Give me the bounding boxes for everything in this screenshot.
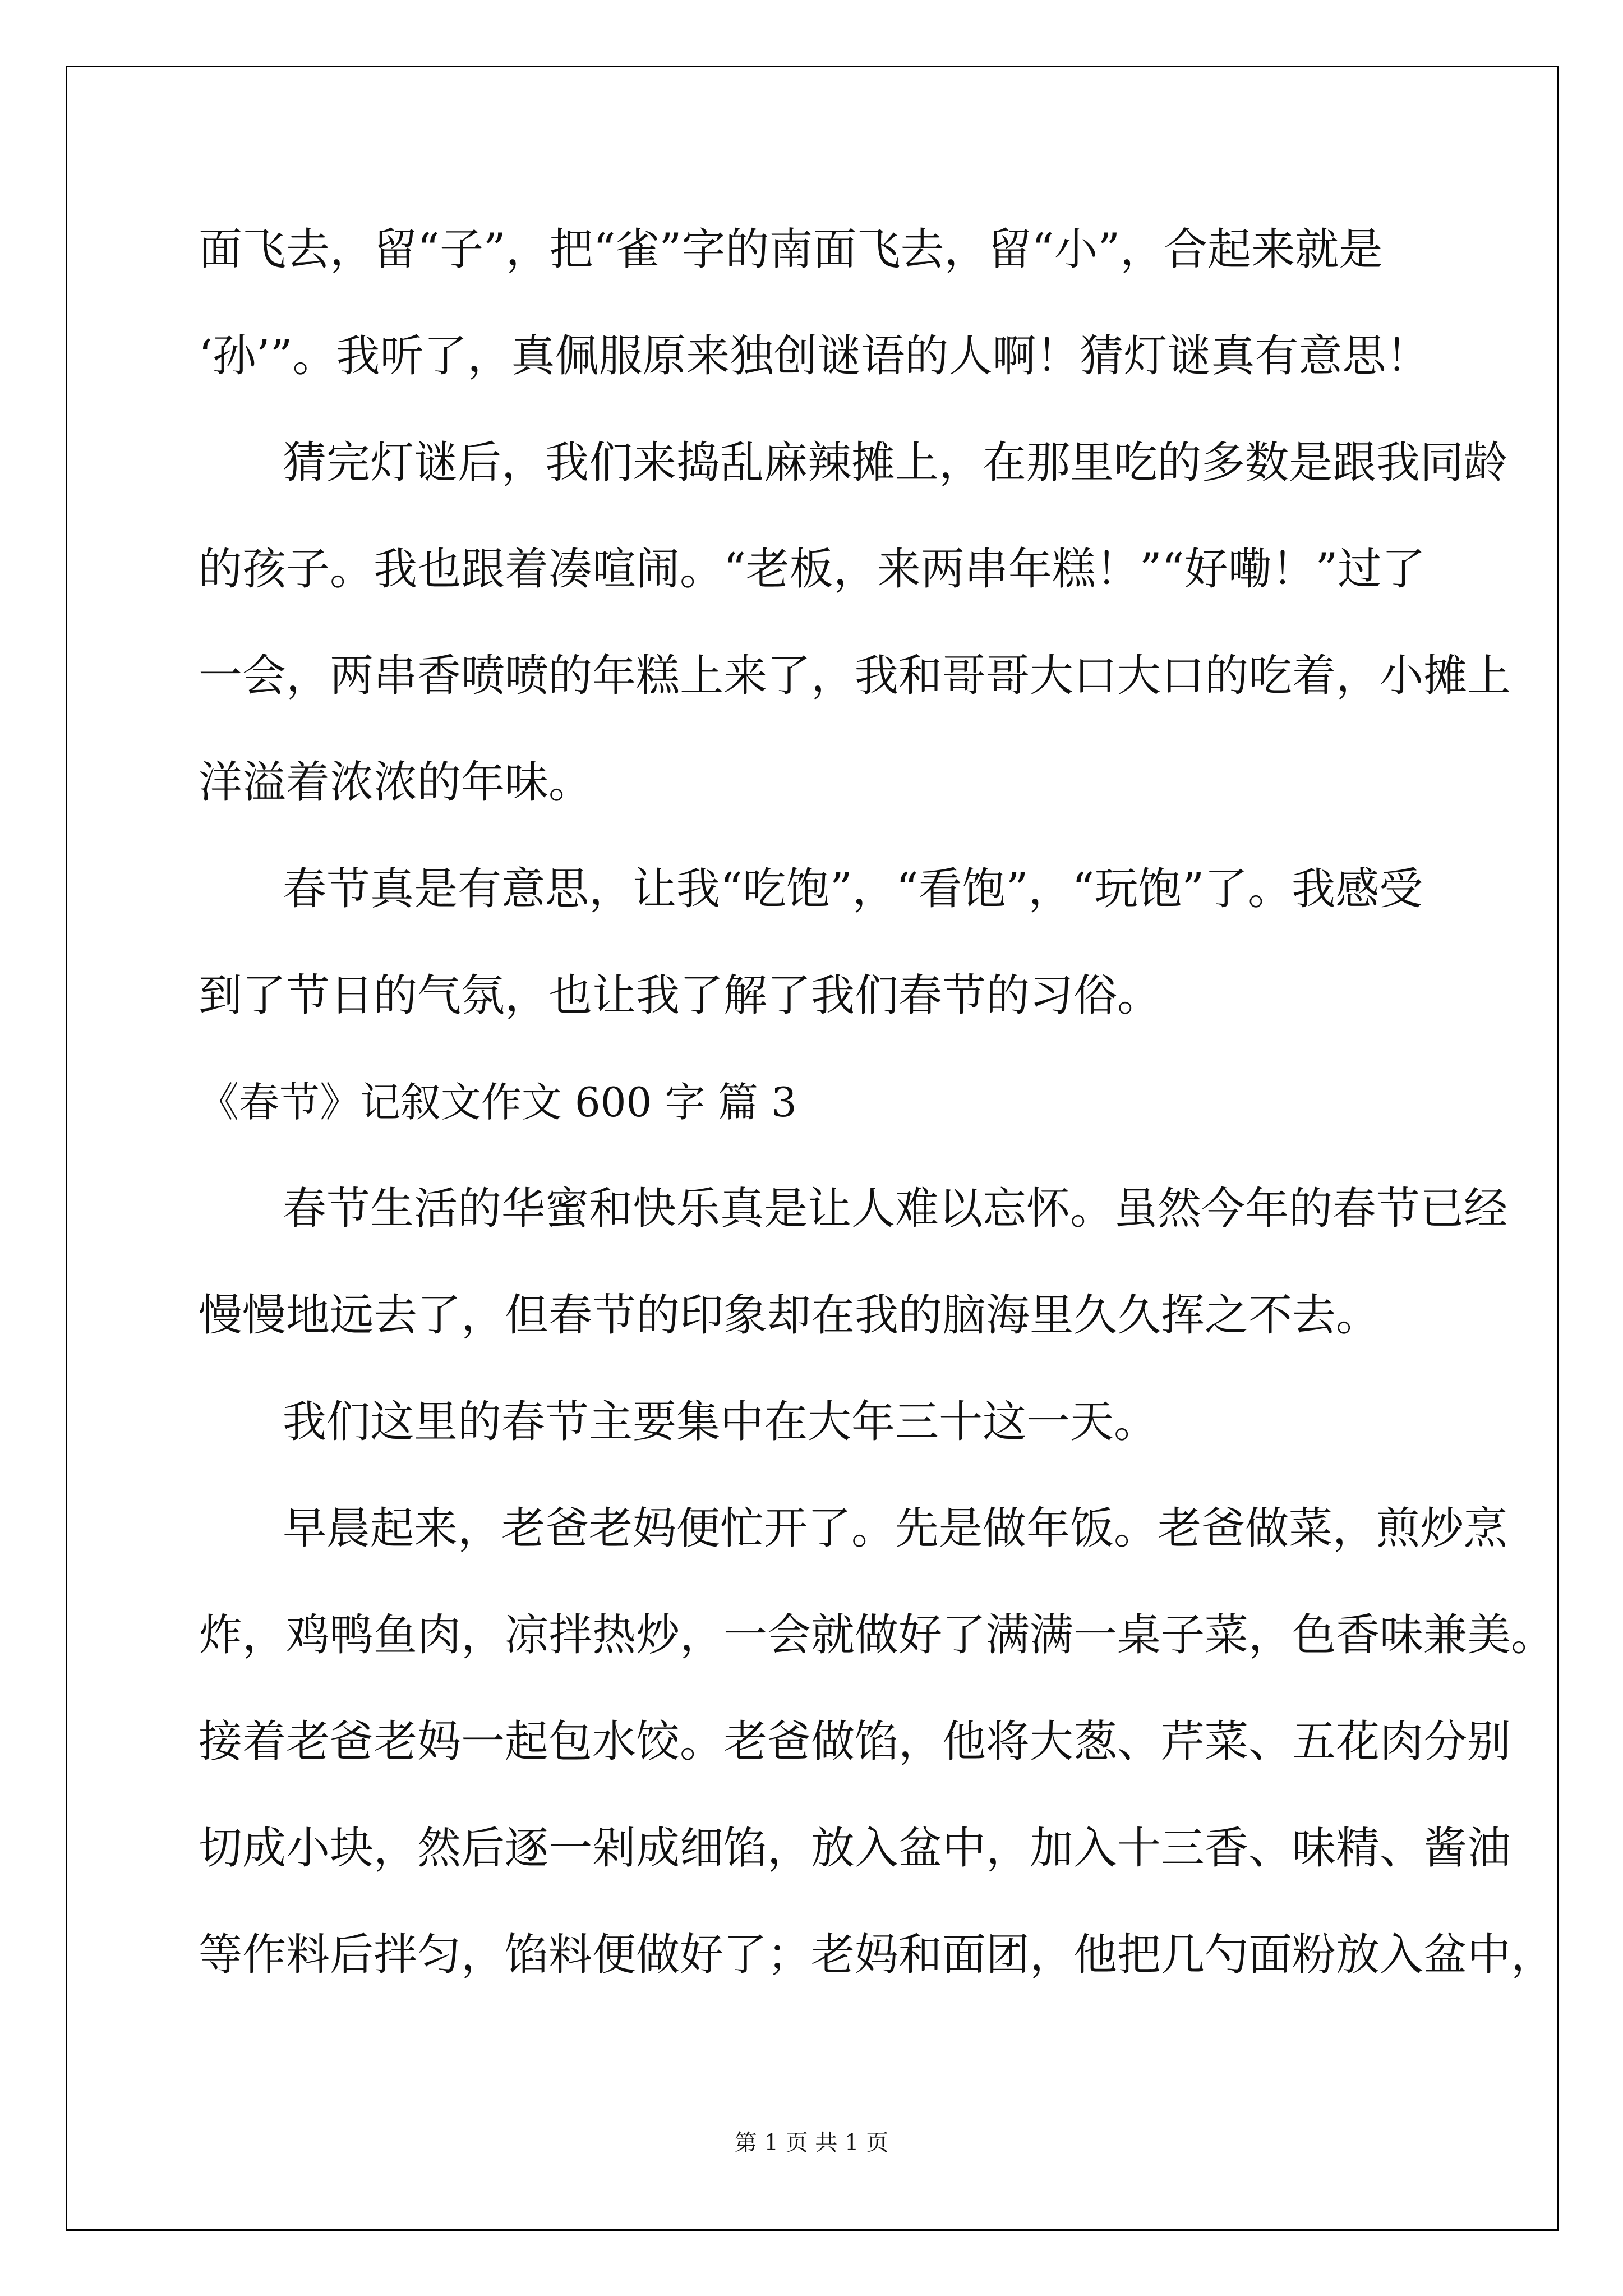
document-body bbox=[199, 222, 1555, 2033]
text-line-14: 炸，鸡鸭鱼肉，凉拌热炒，一会就做好了满满一桌子菜，色香味兼美。 bbox=[199, 1610, 1555, 1660]
text-line-4: 的孩子。我也跟着凑喧闹。“老板，来两串年糕！”“好嘞！”过了 bbox=[199, 544, 1426, 595]
text-line-6: 洋溢着浓浓的年味。 bbox=[199, 757, 593, 808]
text-line-10: 春节生活的华蜜和快乐真是让人难以忘怀。虽然今年的春节已经 bbox=[283, 1184, 1508, 1234]
text-line-3: 猜完灯谜后，我们来捣乱麻辣摊上，在那里吃的多数是跟我同龄 bbox=[283, 438, 1508, 488]
text-line-8: 到了节日的气氛，也让我了解了我们春节的习俗。 bbox=[199, 970, 1161, 1021]
text-line-7: 春节真是有意思，让我“吃饱”，“看饱”，“玩饱”了。我感受 bbox=[283, 864, 1423, 914]
text-line-5: 一会，两串香喷喷的年糕上来了，我和哥哥大口大口的吃着，小摊上 bbox=[199, 651, 1511, 701]
section-heading: 《春节》记叙文作文 600 字 篇 3 bbox=[199, 1079, 797, 1126]
text-line-17: 等作料后拌匀，馅料便做好了；老妈和面团，他把几勺面粉放入盆中， bbox=[199, 1930, 1555, 1980]
text-line-11: 慢慢地远去了，但春节的印象却在我的脑海里久久挥之不去。 bbox=[199, 1290, 1380, 1341]
page-number-footer: 第 1 页 共 1 页 bbox=[734, 2130, 889, 2156]
text-line-16: 切成小块，然后逐一剁成细馅，放入盆中，加入十三香、味精、酱油 bbox=[199, 1823, 1511, 1874]
text-line-13: 早晨起来，老爸老妈便忙开了。先是做年饭。老爸做菜，煎炒烹 bbox=[283, 1503, 1508, 1554]
text-line-15: 接着老爸老妈一起包水饺。老爸做馅，他将大葱、芹菜、五花肉分别 bbox=[199, 1717, 1511, 1767]
text-line-1: 面飞去，留“子”，把“雀”字的南面飞去，留“小”，合起来就是 bbox=[199, 224, 1383, 275]
text-line-12: 我们这里的春节主要集中在大年三十这一天。 bbox=[283, 1397, 1158, 1447]
text-line-2: ‘孙’”。我听了，真佩服原来独创谜语的人啊！猜灯谜真有意思！ bbox=[199, 331, 1430, 381]
